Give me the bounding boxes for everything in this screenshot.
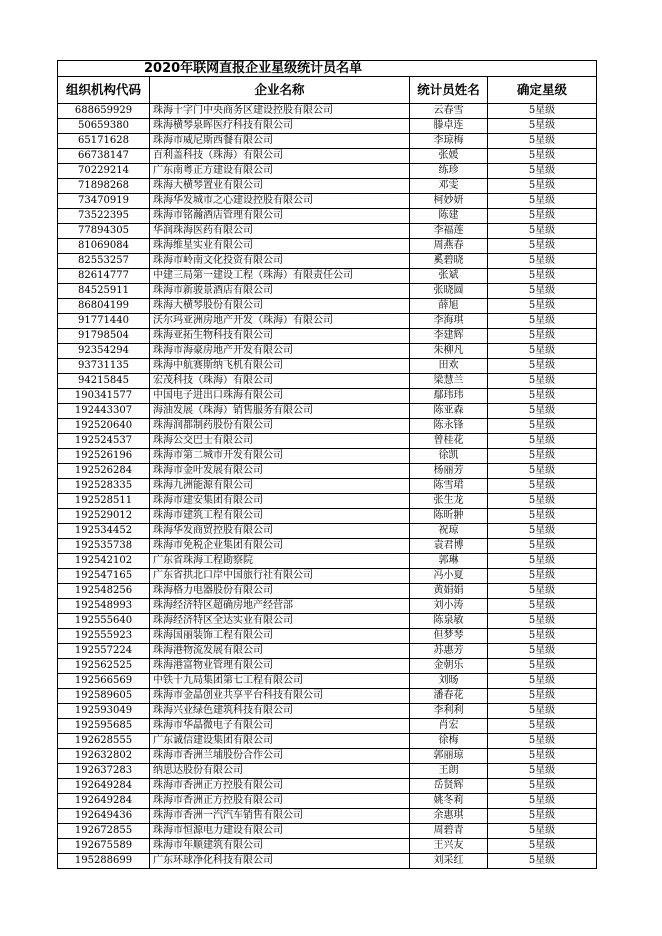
table-row bbox=[58, 329, 597, 344]
star-level-cell: 5星级 bbox=[488, 674, 597, 689]
star-level-cell: 5星级 bbox=[488, 449, 597, 464]
statistician-cell: 陈雪珺 bbox=[410, 479, 488, 494]
company-name-cell: 珠海市新骏景酒店有限公司 bbox=[150, 284, 410, 299]
star-level-cell: 5星级 bbox=[488, 764, 597, 779]
org-code-cell: 192542102 bbox=[58, 554, 150, 569]
table-row bbox=[58, 494, 597, 509]
table-row bbox=[58, 119, 597, 134]
star-level-cell: 5星级 bbox=[488, 179, 597, 194]
star-level-cell: 5星级 bbox=[488, 194, 597, 209]
org-code-cell: 190341577 bbox=[58, 389, 150, 404]
star-level-cell: 5星级 bbox=[488, 299, 597, 314]
company-name-cell: 珠海兴业绿色建筑科技有限公司 bbox=[150, 704, 410, 719]
statistician-cell: 祝琼 bbox=[410, 524, 488, 539]
star-level-cell: 5星级 bbox=[488, 704, 597, 719]
company-name-cell: 百利盖科技（珠海）有限公司 bbox=[150, 149, 410, 164]
star-level-cell: 5星级 bbox=[488, 344, 597, 359]
company-name-cell: 珠海市免税企业集团有限公司 bbox=[150, 539, 410, 554]
org-code-cell: 94215845 bbox=[58, 374, 150, 389]
spreadsheet bbox=[57, 60, 597, 869]
statistician-cell: 薛旭 bbox=[410, 299, 488, 314]
org-code-cell: 195288699 bbox=[58, 854, 150, 869]
org-code-cell: 192534452 bbox=[58, 524, 150, 539]
statistician-cell: 潘春花 bbox=[410, 689, 488, 704]
table-row bbox=[58, 539, 597, 554]
star-level-cell: 5星级 bbox=[488, 719, 597, 734]
company-name-cell: 珠海市年顺建筑有限公司 bbox=[150, 839, 410, 854]
company-name-cell: 珠海华发商贸控股有限公司 bbox=[150, 524, 410, 539]
table-row bbox=[58, 194, 597, 209]
table-row bbox=[58, 464, 597, 479]
org-code-cell: 192557224 bbox=[58, 644, 150, 659]
company-name-cell: 中铁十九局集团第七工程有限公司 bbox=[150, 674, 410, 689]
company-name-cell: 珠海港富物业管理有限公司 bbox=[150, 659, 410, 674]
company-name-cell: 沃尔玛亚洲房地产开发（珠海）有限公司 bbox=[150, 314, 410, 329]
org-code-cell: 86804199 bbox=[58, 299, 150, 314]
table-row bbox=[58, 479, 597, 494]
table-row bbox=[58, 554, 597, 569]
company-name-cell: 珠海市金晶创业共享平台科技有限公司 bbox=[150, 689, 410, 704]
company-name-cell: 珠海市香洲一汽汽车销售有限公司 bbox=[150, 809, 410, 824]
org-code-cell: 192520640 bbox=[58, 419, 150, 434]
table-row bbox=[58, 794, 597, 809]
company-name-cell: 珠海市建筑工程有限公司 bbox=[150, 509, 410, 524]
statistician-cell: 张晓圆 bbox=[410, 284, 488, 299]
star-level-cell: 5星级 bbox=[488, 374, 597, 389]
company-name-cell: 中建三局第一建设工程（珠海）有限责任公司 bbox=[150, 269, 410, 284]
table-row bbox=[58, 269, 597, 284]
table-row bbox=[58, 809, 597, 824]
table-row bbox=[58, 719, 597, 734]
company-name-cell: 珠海经济特区全达实业有限公司 bbox=[150, 614, 410, 629]
table-row bbox=[58, 284, 597, 299]
company-name-cell: 珠海市恒源电力建设有限公司 bbox=[150, 824, 410, 839]
star-level-cell: 5星级 bbox=[488, 494, 597, 509]
org-code-cell: 82553257 bbox=[58, 254, 150, 269]
statistician-cell: 王兴友 bbox=[410, 839, 488, 854]
company-name-cell: 珠海亚拓生物科技有限公司 bbox=[150, 329, 410, 344]
table-row bbox=[58, 389, 597, 404]
company-name-cell: 珠海华发城市之心建设控股有限公司 bbox=[150, 194, 410, 209]
statistician-cell: 张媛 bbox=[410, 149, 488, 164]
table-row bbox=[58, 689, 597, 704]
star-level-cell: 5星级 bbox=[488, 464, 597, 479]
star-level-cell: 5星级 bbox=[488, 359, 597, 374]
company-name-cell: 广东省珠海工程勘察院 bbox=[150, 554, 410, 569]
company-name-cell: 广东南粤正方建设有限公司 bbox=[150, 164, 410, 179]
table-row bbox=[58, 839, 597, 854]
statistician-cell: 刘采红 bbox=[410, 854, 488, 869]
table-row bbox=[58, 104, 597, 119]
table-row bbox=[58, 374, 597, 389]
org-code-cell: 93731135 bbox=[58, 359, 150, 374]
statistician-cell: 鄢玮玮 bbox=[410, 389, 488, 404]
table-row bbox=[58, 674, 597, 689]
table-row bbox=[58, 509, 597, 524]
star-level-cell: 5星级 bbox=[488, 839, 597, 854]
star-level-cell: 5星级 bbox=[488, 239, 597, 254]
company-name-cell: 华润珠海医药有限公司 bbox=[150, 224, 410, 239]
table-row bbox=[58, 659, 597, 674]
company-name-cell: 珠海港物流发展有限公司 bbox=[150, 644, 410, 659]
org-code-cell: 66738147 bbox=[58, 149, 150, 164]
org-code-cell: 192547165 bbox=[58, 569, 150, 584]
org-code-cell: 77894305 bbox=[58, 224, 150, 239]
star-level-cell: 5星级 bbox=[488, 104, 597, 119]
statistician-cell: 李海琪 bbox=[410, 314, 488, 329]
statistician-cell: 云春雪 bbox=[410, 104, 488, 119]
statistician-cell: 姚冬莉 bbox=[410, 794, 488, 809]
table-row bbox=[58, 209, 597, 224]
company-name-cell: 珠海市香洲兰埔股份合作公司 bbox=[150, 749, 410, 764]
org-code-cell: 91798504 bbox=[58, 329, 150, 344]
company-name-cell: 珠海横琴泉晖医疗科技有限公司 bbox=[150, 119, 410, 134]
header-row bbox=[58, 77, 597, 104]
company-name-cell: 珠海中航赛斯纳飞机有限公司 bbox=[150, 359, 410, 374]
star-level-cell: 5星级 bbox=[488, 329, 597, 344]
company-name-cell: 珠海公交巴士有限公司 bbox=[150, 434, 410, 449]
star-level-cell: 5星级 bbox=[488, 614, 597, 629]
star-level-cell: 5星级 bbox=[488, 404, 597, 419]
company-name-cell: 珠海市金叶发展有限公司 bbox=[150, 464, 410, 479]
org-code-cell: 92354294 bbox=[58, 344, 150, 359]
company-name-cell: 广东省拱北口岸中国旅行社有限公司 bbox=[150, 569, 410, 584]
star-level-cell: 5星级 bbox=[488, 479, 597, 494]
statistician-cell: 李福莲 bbox=[410, 224, 488, 239]
table-row bbox=[58, 164, 597, 179]
table-row bbox=[58, 749, 597, 764]
star-level-cell: 5星级 bbox=[488, 644, 597, 659]
title-row bbox=[58, 61, 597, 77]
org-code-cell: 192675589 bbox=[58, 839, 150, 854]
org-code-cell: 192535738 bbox=[58, 539, 150, 554]
company-name-cell: 珠海经济特区超确房地产经营部 bbox=[150, 599, 410, 614]
statistician-cell: 徐梅 bbox=[410, 734, 488, 749]
statistician-cell: 刘小涛 bbox=[410, 599, 488, 614]
company-name-cell: 珠海市建安集团有限公司 bbox=[150, 494, 410, 509]
table-row bbox=[58, 584, 597, 599]
company-name-cell: 珠海国丽装饰工程有限公司 bbox=[150, 629, 410, 644]
statistician-cell: 陈建 bbox=[410, 209, 488, 224]
table-row bbox=[58, 344, 597, 359]
org-code-cell: 73522395 bbox=[58, 209, 150, 224]
star-level-cell: 5星级 bbox=[488, 209, 597, 224]
statistician-cell: 徐凯 bbox=[410, 449, 488, 464]
table-row bbox=[58, 404, 597, 419]
statistician-cell: 曾桂花 bbox=[410, 434, 488, 449]
org-code-cell: 192529012 bbox=[58, 509, 150, 524]
company-name-cell: 珠海润都制药股份有限公司 bbox=[150, 419, 410, 434]
statistician-cell: 余惠琪 bbox=[410, 809, 488, 824]
org-code-cell: 192555640 bbox=[58, 614, 150, 629]
header-statistician: 统计员姓名 bbox=[410, 77, 488, 104]
company-name-cell: 珠海市铭瀚酒店管理有限公司 bbox=[150, 209, 410, 224]
org-code-cell: 192632802 bbox=[58, 749, 150, 764]
company-name-cell: 广东诚信建设集团有限公司 bbox=[150, 734, 410, 749]
table-row bbox=[58, 434, 597, 449]
table-row bbox=[58, 239, 597, 254]
org-code-cell: 50659380 bbox=[58, 119, 150, 134]
statistician-cell: 李利利 bbox=[410, 704, 488, 719]
org-code-cell: 192562525 bbox=[58, 659, 150, 674]
company-name-cell: 珠海大横琴置业有限公司 bbox=[150, 179, 410, 194]
star-level-cell: 5星级 bbox=[488, 149, 597, 164]
statistician-cell: 金朝乐 bbox=[410, 659, 488, 674]
statistician-cell: 奚碧晓 bbox=[410, 254, 488, 269]
star-level-cell: 5星级 bbox=[488, 599, 597, 614]
star-level-cell: 5星级 bbox=[488, 749, 597, 764]
statistician-cell: 滕卓连 bbox=[410, 119, 488, 134]
star-level-cell: 5星级 bbox=[488, 119, 597, 134]
statistician-cell: 刘旸 bbox=[410, 674, 488, 689]
statistician-cell: 袁君博 bbox=[410, 539, 488, 554]
statistician-cell: 郭琳 bbox=[410, 554, 488, 569]
statistician-cell: 陈泉敏 bbox=[410, 614, 488, 629]
header-org-code: 组织机构代码 bbox=[58, 77, 150, 104]
star-level-cell: 5星级 bbox=[488, 734, 597, 749]
company-name-cell: 广东环球净化科技有限公司 bbox=[150, 854, 410, 869]
statistician-cell: 郭丽琼 bbox=[410, 749, 488, 764]
table-row bbox=[58, 149, 597, 164]
org-code-cell: 192593049 bbox=[58, 704, 150, 719]
org-code-cell: 192524537 bbox=[58, 434, 150, 449]
table-row bbox=[58, 254, 597, 269]
star-level-cell: 5星级 bbox=[488, 269, 597, 284]
statistician-cell: 但梦琴 bbox=[410, 629, 488, 644]
statistician-cell: 王朗 bbox=[410, 764, 488, 779]
company-name-cell: 珠海市香洲正方控股有限公司 bbox=[150, 794, 410, 809]
org-code-cell: 192555923 bbox=[58, 629, 150, 644]
statistician-cell: 陈昕翀 bbox=[410, 509, 488, 524]
statistician-cell: 张生龙 bbox=[410, 494, 488, 509]
table-row bbox=[58, 644, 597, 659]
star-level-cell: 5星级 bbox=[488, 779, 597, 794]
statistician-cell: 周碧青 bbox=[410, 824, 488, 839]
org-code-cell: 192595685 bbox=[58, 719, 150, 734]
star-level-cell: 5星级 bbox=[488, 389, 597, 404]
company-name-cell: 珠海市岭南文化投资有限公司 bbox=[150, 254, 410, 269]
table-row bbox=[58, 299, 597, 314]
statistician-cell: 李琼梅 bbox=[410, 134, 488, 149]
statistician-cell: 张斌 bbox=[410, 269, 488, 284]
star-level-cell: 5星级 bbox=[488, 539, 597, 554]
statistician-cell: 杨丽芳 bbox=[410, 464, 488, 479]
table-row bbox=[58, 734, 597, 749]
star-level-cell: 5星级 bbox=[488, 524, 597, 539]
star-level-cell: 5星级 bbox=[488, 794, 597, 809]
star-level-cell: 5星级 bbox=[488, 689, 597, 704]
star-level-cell: 5星级 bbox=[488, 854, 597, 869]
table-row bbox=[58, 629, 597, 644]
statistician-cell: 田欢 bbox=[410, 359, 488, 374]
company-name-cell: 珠海大横琴股份有限公司 bbox=[150, 299, 410, 314]
org-code-cell: 192526196 bbox=[58, 449, 150, 464]
table-row bbox=[58, 779, 597, 794]
org-code-cell: 192548256 bbox=[58, 584, 150, 599]
statistician-cell: 周燕春 bbox=[410, 239, 488, 254]
org-code-cell: 192637283 bbox=[58, 764, 150, 779]
statistician-cell: 柯妙妍 bbox=[410, 194, 488, 209]
table-row bbox=[58, 524, 597, 539]
statistician-cell: 黄娟娟 bbox=[410, 584, 488, 599]
table-row bbox=[58, 614, 597, 629]
star-level-cell: 5星级 bbox=[488, 434, 597, 449]
company-name-cell: 珠海十字门中央商务区建设控股有限公司 bbox=[150, 104, 410, 119]
company-name-cell: 珠海市威尼斯西餐有限公司 bbox=[150, 134, 410, 149]
statistician-cell: 冯小夏 bbox=[410, 569, 488, 584]
org-code-cell: 192672855 bbox=[58, 824, 150, 839]
org-code-cell: 192628555 bbox=[58, 734, 150, 749]
star-level-cell: 5星级 bbox=[488, 284, 597, 299]
company-name-cell: 海油发展（珠海）销售服务有限公司 bbox=[150, 404, 410, 419]
company-name-cell: 纳思达股份有限公司 bbox=[150, 764, 410, 779]
table-row bbox=[58, 824, 597, 839]
org-code-cell: 81069084 bbox=[58, 239, 150, 254]
star-level-cell: 5星级 bbox=[488, 824, 597, 839]
org-code-cell: 688659929 bbox=[58, 104, 150, 119]
star-level-cell: 5星级 bbox=[488, 224, 597, 239]
org-code-cell: 70229214 bbox=[58, 164, 150, 179]
org-code-cell: 192526284 bbox=[58, 464, 150, 479]
statistician-cell: 苏惠芳 bbox=[410, 644, 488, 659]
org-code-cell: 71898268 bbox=[58, 179, 150, 194]
staff-table bbox=[57, 60, 597, 869]
org-code-cell: 192528335 bbox=[58, 479, 150, 494]
org-code-cell: 192649284 bbox=[58, 779, 150, 794]
statistician-cell: 梁慧兰 bbox=[410, 374, 488, 389]
org-code-cell: 84525911 bbox=[58, 284, 150, 299]
table-row bbox=[58, 854, 597, 869]
statistician-cell: 朱柳凡 bbox=[410, 344, 488, 359]
table-row bbox=[58, 224, 597, 239]
table-row bbox=[58, 569, 597, 584]
statistician-cell: 陈永锋 bbox=[410, 419, 488, 434]
star-level-cell: 5星级 bbox=[488, 164, 597, 179]
company-name-cell: 中国电子进出口珠海有限公司 bbox=[150, 389, 410, 404]
table-row bbox=[58, 599, 597, 614]
star-level-cell: 5星级 bbox=[488, 809, 597, 824]
org-code-cell: 192566569 bbox=[58, 674, 150, 689]
star-level-cell: 5星级 bbox=[488, 584, 597, 599]
table-body bbox=[58, 104, 597, 869]
star-level-cell: 5星级 bbox=[488, 509, 597, 524]
star-level-cell: 5星级 bbox=[488, 254, 597, 269]
company-name-cell: 珠海市第二城市开发有限公司 bbox=[150, 449, 410, 464]
star-level-cell: 5星级 bbox=[488, 554, 597, 569]
org-code-cell: 192443307 bbox=[58, 404, 150, 419]
table-row bbox=[58, 704, 597, 719]
statistician-cell: 岳贤辉 bbox=[410, 779, 488, 794]
star-level-cell: 5星级 bbox=[488, 314, 597, 329]
table-row bbox=[58, 449, 597, 464]
org-code-cell: 73470919 bbox=[58, 194, 150, 209]
table-row bbox=[58, 359, 597, 374]
statistician-cell: 邓雯 bbox=[410, 179, 488, 194]
company-name-cell: 珠海市海豪房地产开发有限公司 bbox=[150, 344, 410, 359]
table-row bbox=[58, 134, 597, 149]
company-name-cell: 宏茂科技（珠海）有限公司 bbox=[150, 374, 410, 389]
org-code-cell: 192649436 bbox=[58, 809, 150, 824]
header-company-name: 企业名称 bbox=[150, 77, 410, 104]
company-name-cell: 珠海市香洲正方控股有限公司 bbox=[150, 779, 410, 794]
org-code-cell: 91771440 bbox=[58, 314, 150, 329]
table-row bbox=[58, 764, 597, 779]
statistician-cell: 肖宏 bbox=[410, 719, 488, 734]
org-code-cell: 192528511 bbox=[58, 494, 150, 509]
org-code-cell: 82614777 bbox=[58, 269, 150, 284]
statistician-cell: 练珍 bbox=[410, 164, 488, 179]
header-star-level: 确定星级 bbox=[488, 77, 597, 104]
star-level-cell: 5星级 bbox=[488, 419, 597, 434]
org-code-cell: 192649284 bbox=[58, 794, 150, 809]
table-row bbox=[58, 314, 597, 329]
table-row bbox=[58, 419, 597, 434]
org-code-cell: 192548993 bbox=[58, 599, 150, 614]
org-code-cell: 65171628 bbox=[58, 134, 150, 149]
sheet-title: 2020年联网直报企业星级统计员名单 bbox=[58, 61, 597, 77]
company-name-cell: 珠海九洲能源有限公司 bbox=[150, 479, 410, 494]
company-name-cell: 珠海市华晶微电子有限公司 bbox=[150, 719, 410, 734]
org-code-cell: 192589605 bbox=[58, 689, 150, 704]
statistician-cell: 李建辉 bbox=[410, 329, 488, 344]
table-row bbox=[58, 179, 597, 194]
star-level-cell: 5星级 bbox=[488, 134, 597, 149]
statistician-cell: 陈亚森 bbox=[410, 404, 488, 419]
star-level-cell: 5星级 bbox=[488, 659, 597, 674]
company-name-cell: 珠海格力电器股份有限公司 bbox=[150, 584, 410, 599]
star-level-cell: 5星级 bbox=[488, 629, 597, 644]
company-name-cell: 珠海维星实业有限公司 bbox=[150, 239, 410, 254]
star-level-cell: 5星级 bbox=[488, 569, 597, 584]
